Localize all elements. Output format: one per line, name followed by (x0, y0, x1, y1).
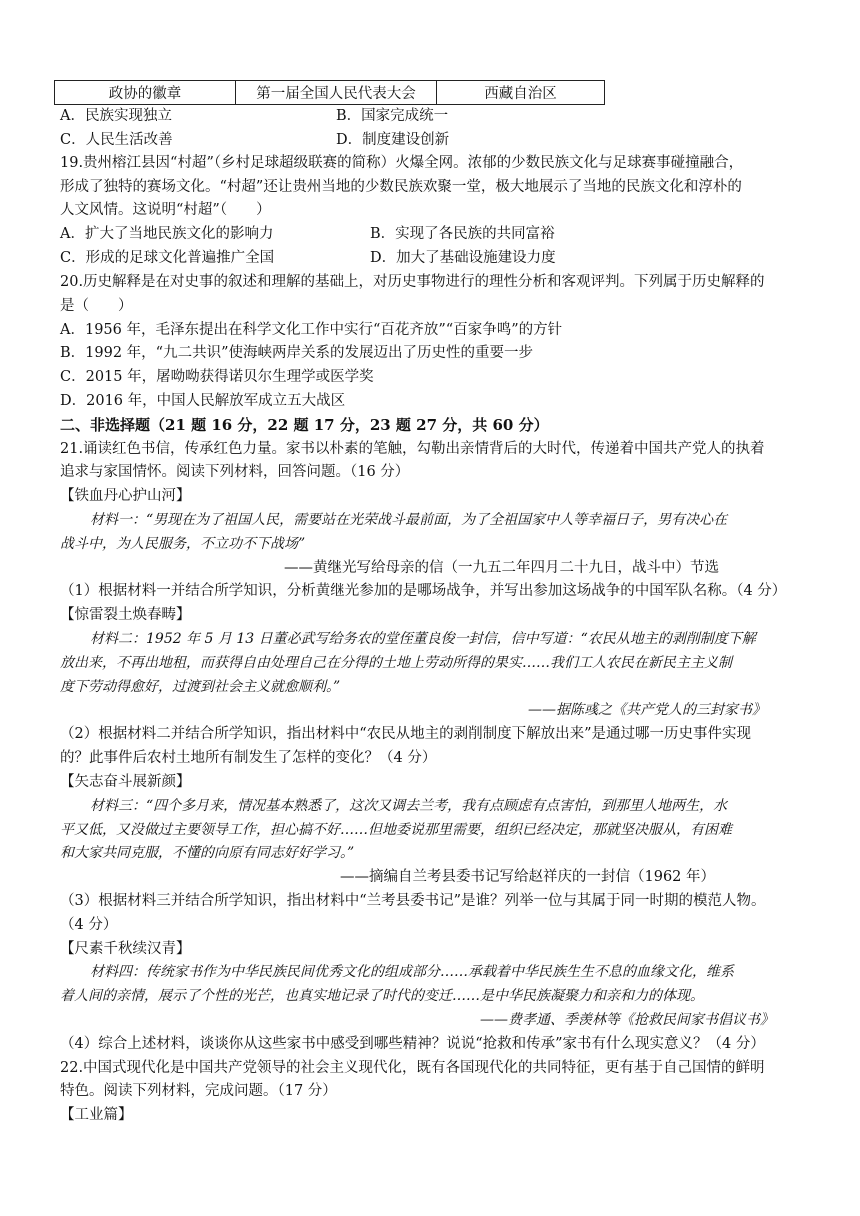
q21-material-3-line: 和大家共同克服，不懂的向原有同志好好学习。” (60, 845, 355, 861)
q21-material-4-line: 材料四：传统家书作为中华民族民间优秀文化的组成部分……承载着中华民族生生不息的血缘文化，维系 (90, 964, 734, 980)
section-title: 二、非选择题（21 题 16 分，22 题 17 分，23 题 27 分，共 60 分） (60, 416, 549, 434)
q21-material-2-line: 放出来，不再出地租，而获得自由处理自己在分得的土地上劳动所得的果实……我们工人农民在新民主主义制 (60, 655, 732, 671)
q21-part-2-line: 的？此事件后农村土地所有制发生了怎样的变化？（4 分） (60, 750, 437, 766)
q18-option-c: C．人民生活改善 (60, 132, 173, 148)
q21-part-1: （1）根据材料一并结合所学知识，分析黄继光参加的是哪场战争，并写出参加这场战争的中国军队名称。（4 分） (60, 583, 787, 599)
q21-heading-3: 【矢志奋斗展新颜】 (60, 774, 191, 790)
q20-option-d: D．2016 年，中国人民解放军成立五大战区 (60, 393, 346, 409)
q21-part-2-line: （2）根据材料二并结合所学知识，指出材料中“农民从地主的剥削制度下解放出来”是通过哪一历史事件实现 (60, 726, 752, 742)
q21-part-3-line: （3）根据材料三并结合所学知识，指出材料中“兰考县委书记”是谁？列举一位与其属于同一时期的模范人物。 (60, 893, 766, 909)
q21-material-3-line: 平又低，又没做过主要领导工作，担心搞不好……但地委说那里需要，组织已经决定，那就坚决服从，有困难 (60, 822, 732, 838)
q21-material-2-line: 度下劳动得愈好，过渡到社会主义就愈顺利。” (60, 679, 341, 695)
q19-stem-line: 人文风情。这说明“村超”（ ） (60, 202, 271, 218)
q20-option-b: B．1992 年，“九二共识”使海峡两岸关系的发展迈出了历史性的重要一步 (60, 345, 533, 361)
q18-option-b: B．国家完成统一 (336, 108, 449, 124)
q20-option-a: A．1956 年，毛泽东提出在科学文化工作中实行“百花齐放”“百家争鸣”的方针 (60, 322, 563, 338)
q19-option-b: B．实现了各民族的共同富裕 (370, 226, 555, 242)
q20-stem-line: 20.历史解释是在对史事的叙述和理解的基础上，对历史事物进行的理性分析和客观评判。下列属于历史解释的 (60, 274, 765, 290)
q21-part-4: （4）综合上述材料，谈谈你从这些家书中感受到哪些精神？说说“抢救和传承”家书有什么现实意义？（4 分） (60, 1036, 765, 1052)
q21-material-2-line: 材料二：1952 年 5 月 13 日董必武写给务农的堂侄董良俊一封信，信中写道：“农民从地主的剥削制度下解 (90, 631, 756, 647)
q19-stem-line: 19.贵州榕江县因“村超”（乡村足球超级联赛的简称）火爆全网。浓郁的少数民族文化与足球赛事碰撞融合， (60, 155, 744, 171)
q21-material-3-line: 材料三：“四个多月来，情况基本熟悉了，这次又调去兰考，我有点顾虑有点害怕，到那里人地两生，水 (90, 798, 728, 814)
table-cell: 西藏自治区 (437, 81, 605, 105)
q22-intro-line: 22.中国式现代化是中国共产党领导的社会主义现代化，既有各国现代化的共同特征，更有基于自己国情的鲜明 (60, 1060, 765, 1076)
q21-material-1-line: 材料一：“男现在为了祖国人民，需要站在光荣战斗最前面，为了全祖国家中人等幸福日子，男有决心在 (90, 512, 728, 528)
q19-option-a: A．扩大了当地民族文化的影响力 (60, 226, 274, 242)
table-row (55, 81, 605, 105)
q21-material-4-line: 着人间的亲情，展示了个性的光芒，也真实地记录了时代的变迁……是中华民族凝聚力和亲和力的体现。 (60, 988, 704, 1004)
q19-option-c: C．形成的足球文化普遍推广全国 (60, 250, 275, 266)
q19-option-d: D．加大了基础设施建设力度 (370, 250, 556, 266)
q22-heading-1: 【工业篇】 (60, 1107, 133, 1123)
q21-material-2-source: ——据陈彧之《共产党人的三封家书》 (528, 702, 766, 718)
q21-part-3-line: （4 分） (60, 917, 118, 933)
q21-material-4-source: ——费孝通、季羡林等《抢救民间家书倡议书》 (480, 1012, 774, 1028)
q21-material-1-line: 战斗中，为人民服务，不立功不下战场” (60, 536, 306, 552)
q21-heading-2: 【惊雷裂土焕春畴】 (60, 607, 191, 623)
q19-stem-line: 形成了独特的赛场文化。“村超”还让贵州当地的少数民族欢聚一堂，极大地展示了当地的民族文化和淳朴的 (60, 179, 742, 195)
q21-material-3-source: ——摘编自兰考县委书记写给赵祥庆的一封信（1962 年） (340, 869, 716, 885)
q18-option-a: A．民族实现独立 (60, 108, 172, 124)
answer-table (54, 80, 605, 105)
q21-heading-1: 【铁血丹心护山河】 (60, 488, 191, 504)
q20-stem-line: 是（ ） (60, 298, 133, 314)
q21-intro-line: 追求与家国情怀。阅读下列材料，回答问题。（16 分） (60, 464, 410, 480)
q21-material-1-source: ——黄继光写给母亲的信（一九五二年四月二十九日，战斗中）节选 (284, 560, 719, 576)
table-cell: 第一届全国人民代表大会 (236, 81, 437, 105)
q18-option-d: D．制度建设创新 (336, 132, 450, 148)
q21-intro-line: 21.诵读红色书信，传承红色力量。家书以朴素的笔触，勾勒出亲情背后的大时代，传递着中国共产党人的执着 (60, 441, 765, 457)
q22-intro-line: 特色。阅读下列材料，完成问题。（17 分） (60, 1083, 337, 1099)
q21-heading-4: 【尺素千秋续汉青】 (60, 941, 191, 957)
table-cell: 政协的徽章 (55, 81, 236, 105)
q20-option-c: C．2015 年，屠呦呦获得诺贝尔生理学或医学奖 (60, 369, 374, 385)
